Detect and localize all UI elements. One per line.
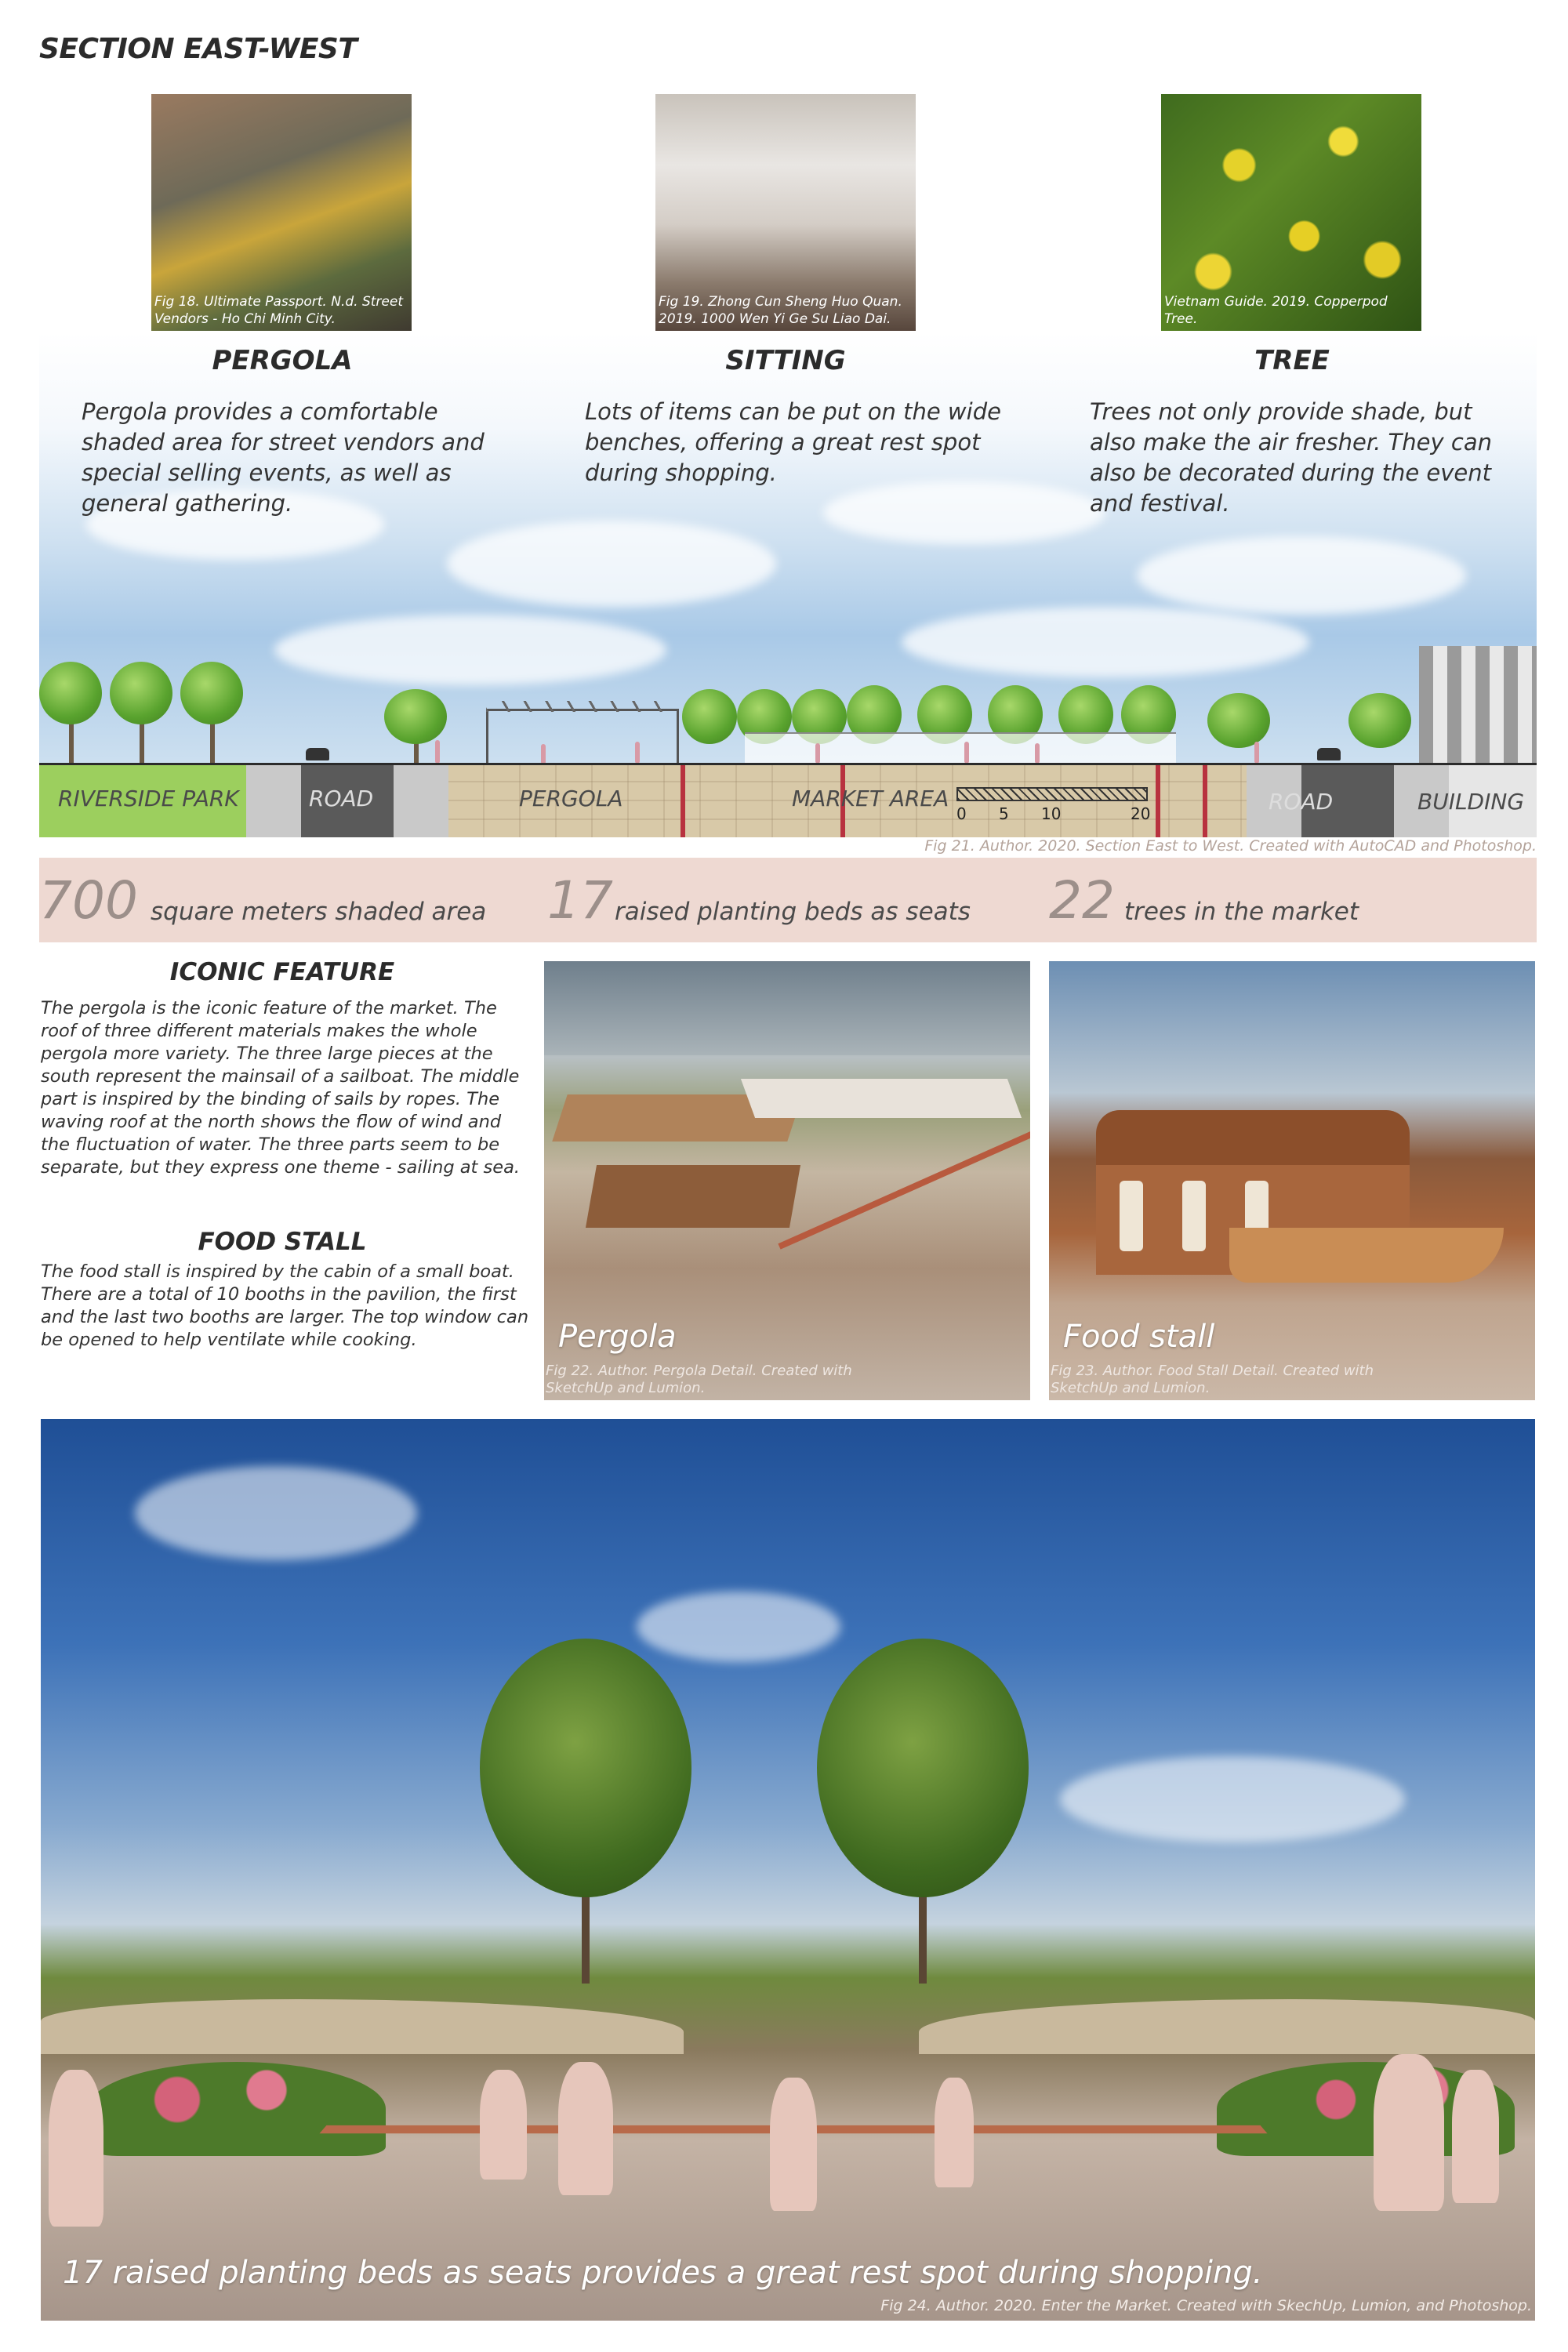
section-label-pergola: PERGOLA [519, 786, 623, 811]
person-silhouette [770, 2078, 817, 2211]
iconic-feature-text: The pergola is the iconic feature of the market. The roof of three different materials makes the whole pergola more variety. The three large pieces at the south represent the mainsail of a sailboat. The middle part is inspired by the binding of sails by ropes. The waving roof at the north shows the flow of wind and the fluctuation of water. The three parts seem to be separate, but they express one theme - sailing at sea. [41, 998, 521, 1178]
stat-label: square meters shaded area [151, 898, 487, 926]
iconic-feature-heading: ICONIC FEATURE [169, 958, 395, 986]
food-stall-heading: FOOD STALL [198, 1228, 367, 1256]
photo-caption: Fig 18. Ultimate Passport. N.d. Street Vendors - Ho Chi Minh City. [154, 294, 403, 327]
feature-heading-sitting: SITTING [725, 345, 846, 376]
render-title: Food stall [1063, 1319, 1215, 1355]
render-highlight-caption: 17 raised planting beds as seats provides a great rest spot during shopping. [63, 2255, 1263, 2291]
section-label-road: ROAD [1269, 789, 1334, 815]
scale-tick: 10 [1041, 804, 1062, 823]
pergola-render [544, 961, 1030, 1400]
market-entrance-render [41, 1419, 1535, 2321]
street-vendor-photo [151, 94, 412, 331]
section-building [1419, 646, 1537, 764]
page-title: SECTION EAST-WEST [39, 33, 358, 65]
photo-caption: Vietnam Guide. 2019. Copperpod Tree. [1164, 294, 1388, 327]
render-credit: Fig 24. Author. 2020. Enter the Market. Created with SkechUp, Lumion, and Photoshop. [880, 2297, 1532, 2314]
photo-caption: Fig 19. Zhong Cun Sheng Huo Quan. 2019. 1000 Wen Yi Ge Su Liao Dai. [659, 294, 902, 327]
stat-number: 700 [39, 870, 138, 931]
person-silhouette [480, 2070, 527, 2180]
scale-tick: 20 [1131, 804, 1151, 823]
person-silhouette [1452, 2070, 1499, 2203]
stat-number: 17 [547, 870, 613, 931]
section-tree [110, 662, 172, 724]
stat-label: trees in the market [1124, 898, 1359, 926]
feature-text-sitting: Lots of items can be put on the wide benches, offering a great rest spot during shopping. [585, 398, 1001, 486]
stat-label: raised planting beds as seats [615, 898, 971, 926]
section-tree [1207, 693, 1270, 748]
food-stall-text: The food stall is inspired by the cabin of a small boat. There are a total of 10 booths in the pavilion, the first and the last two booths are larger. The top window can be opened to help ventilate while cooking. [41, 1261, 529, 1350]
stat-number: 22 [1049, 870, 1115, 931]
feature-heading-pergola: PERGOLA [212, 345, 353, 376]
section-pergola-frame [486, 709, 679, 768]
feature-text-pergola: Pergola provides a comfortable shaded area for street vendors and special selling events, as well as general gathering. [82, 398, 485, 517]
section-tree [384, 689, 447, 744]
shopping-bags-photo [655, 94, 916, 331]
section-strip [39, 765, 1537, 837]
section-car [306, 748, 329, 760]
scale-tick: 5 [999, 804, 1009, 823]
person-silhouette [1374, 2054, 1444, 2211]
section-label-riverside-park: RIVERSIDE PARK [58, 786, 239, 811]
section-tree [180, 662, 243, 724]
food-stall-render [1049, 961, 1535, 1400]
feature-text-tree: Trees not only provide shade, but also make the air fresher. They can also be decorated during the event and festival. [1090, 398, 1492, 517]
feature-heading-tree: TREE [1254, 345, 1330, 376]
render-caption: Fig 23. Author. Food Stall Detail. Created with SketchUp and Lumion. [1051, 1363, 1374, 1396]
render-caption: Fig 22. Author. Pergola Detail. Created with SketchUp and Lumion. [546, 1363, 852, 1396]
section-tree [682, 689, 737, 744]
section-label-building: BUILDING [1417, 789, 1525, 815]
section-label-market-area: MARKET AREA [792, 786, 949, 811]
person-silhouette [49, 2070, 103, 2227]
section-label-road: ROAD [309, 786, 374, 811]
copperpod-tree-photo [1161, 94, 1421, 331]
person-silhouette [558, 2062, 613, 2195]
scale-bar [956, 787, 1148, 801]
section-caption: Fig 21. Author. 2020. Section East to West. Created with AutoCAD and Photoshop. [924, 837, 1537, 855]
section-car [1317, 748, 1341, 760]
section-tree [1348, 693, 1411, 748]
section-tree [39, 662, 102, 724]
person-silhouette [935, 2078, 974, 2187]
render-title: Pergola [558, 1319, 677, 1355]
scale-tick: 0 [956, 804, 967, 823]
